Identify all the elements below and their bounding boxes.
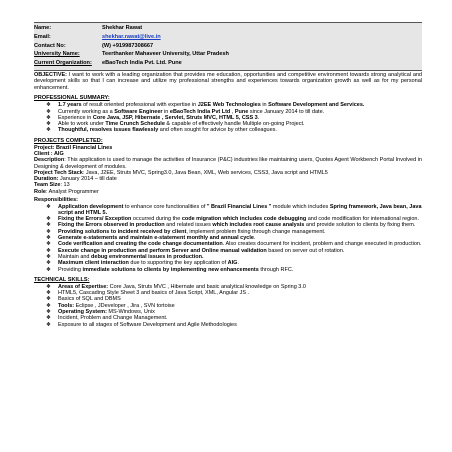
list-item-text: due to supporting the key application of	[128, 260, 228, 267]
teamsize-text: : 13	[60, 182, 70, 189]
list-item-text: Software Engineer	[114, 108, 163, 115]
techstack-text: : Java, J2EE, Struts MVC, Spring3.0, Java Bean, XML, Web services, CSS3, Java script and HTML5	[82, 169, 328, 176]
role-text: : Analyst Programmer	[45, 188, 99, 195]
summary-list	[46, 102, 422, 133]
list-item-text: Application development	[58, 203, 124, 210]
list-item-text: through RFC.	[258, 266, 294, 273]
list-item-text: immediate solutions to clients by implementing new enhancements	[82, 266, 259, 273]
bullet-diamond-icon: ❖	[46, 108, 51, 115]
list-item	[46, 127, 422, 133]
list-item-text: in	[162, 108, 170, 115]
list-item-text: Able to work under	[58, 121, 106, 128]
techstack-label: Project Tech Stack	[34, 169, 83, 176]
list-item-text: Areas of Expertise:	[58, 283, 109, 290]
bullet-diamond-icon: ❖	[46, 241, 51, 248]
list-item-text: Eclipse , JDeveloper , Jira , SVN tortoise	[74, 302, 175, 309]
project-label: Project:	[34, 144, 55, 151]
bullet-diamond-icon: ❖	[46, 253, 51, 260]
bullet-diamond-icon: ❖	[46, 309, 51, 316]
list-item-text: , implement problem fixing through change management.	[186, 228, 326, 235]
list-item-text: to enhance core functionalities of	[123, 203, 207, 210]
organization-label: Current Organization:	[34, 60, 92, 67]
email-link[interactable]: shekhar.rawat@live.in	[102, 33, 161, 40]
bullet-diamond-icon: ❖	[46, 247, 51, 254]
list-item-text: of result oriented professional with expertise in	[81, 102, 198, 109]
list-item-text: .	[253, 235, 256, 242]
bullet-diamond-icon: ❖	[46, 102, 51, 109]
list-item-text: Spring framework, Java bean, Java script and HTML 5.	[58, 203, 422, 216]
bullet-diamond-icon: ❖	[46, 260, 51, 267]
list-item-text: Thoughtful, resolves issues flawlessly	[58, 127, 159, 134]
objective-paragraph	[34, 72, 422, 91]
email-label: Email:	[34, 33, 51, 40]
objective-text: I want to work with a leading organization that provides me education, opportunities and competitive environment towards strong analytical and development skills so that I can increase and utilize my professional strengths and experiences towards organization growth as well as for my personal enhancement.	[34, 71, 422, 91]
duration-label: Duration:	[34, 176, 59, 183]
bullet-diamond-icon: ❖	[46, 127, 51, 134]
list-item	[46, 267, 422, 273]
list-item-text: Maximum client interaction	[58, 260, 129, 267]
university-name: Teerthanker Mahaveer University, Uttar Pradesh	[102, 51, 229, 58]
list-item-text: Time Crunch Schedule	[105, 121, 165, 128]
organization-name: eBaoTech India Pvt. Ltd. Pune	[102, 60, 182, 67]
client-label: Client :	[34, 150, 53, 157]
list-item-text: MS-Windows, Unix	[106, 309, 155, 316]
list-item-text: Incident, Problem and Change Management.	[58, 315, 168, 322]
bullet-diamond-icon: ❖	[46, 203, 51, 210]
list-item-text: which includes root cause analysis	[212, 222, 305, 229]
bullet-diamond-icon: ❖	[46, 121, 51, 128]
list-item-text: AIG	[227, 260, 238, 267]
bullet-diamond-icon: ❖	[46, 302, 51, 309]
teamsize-label: Team Size	[34, 182, 61, 189]
bullet-diamond-icon: ❖	[46, 315, 51, 322]
list-item-text: based on server out of rotation.	[266, 247, 345, 254]
contact-row	[34, 42, 422, 51]
bullet-diamond-icon: ❖	[46, 290, 51, 297]
contact-number: (W) +919987308667	[102, 42, 154, 49]
bullet-diamond-icon: ❖	[46, 321, 51, 328]
role-line	[34, 189, 422, 195]
list-item-text: and provide solution to clients by fixing them.	[304, 222, 416, 229]
list-item-text: ,	[230, 108, 235, 115]
list-item-text: Fixing the Errors/ Exception	[58, 216, 132, 223]
description-text: : This application is used to manage the activities of Insurance (P&C) industries like maintaining users, Quotes Agent Workbench Portal Involved in Designing & development of modules.	[34, 157, 422, 170]
responsibilities-list	[46, 204, 422, 273]
list-item	[46, 204, 422, 217]
list-item-text: Providing solutions to incident received by client	[58, 228, 187, 235]
organization-row	[34, 59, 422, 68]
role-label: Role	[34, 188, 46, 195]
list-item-text: Currently working as a	[58, 108, 115, 115]
list-item-text: Software Development and Services.	[268, 102, 365, 109]
name-row	[34, 24, 422, 33]
list-item	[46, 322, 422, 328]
duration-text: January 2014 – till date	[58, 176, 117, 183]
skills-list	[46, 284, 422, 328]
bullet-diamond-icon: ❖	[46, 266, 51, 273]
list-item-text: Pune	[234, 108, 249, 115]
bullet-diamond-icon: ❖	[46, 235, 51, 242]
list-item-text: 1.7 years	[58, 102, 82, 109]
list-item-text: Core Java, JSP, Hibernate , Servlet, Struts MVC, HTML 5, CSS 3	[92, 114, 258, 121]
list-item-text: Operating System:	[58, 309, 107, 316]
list-item-text: since January 2014 to till date.	[248, 108, 325, 115]
projects-heading: PROJECTS COMPLETED:	[34, 137, 103, 144]
list-item-text: Generate e-statements and maintain e-statement monthly and annual cycle	[58, 235, 254, 242]
list-item-text: module which includes	[271, 203, 330, 210]
list-item-text: Core Java, Struts MVC , Hibernate and basic analytical knowledge on Spring 3.0	[108, 283, 306, 290]
list-item-text: Code verification and creating the code change documentation	[58, 241, 223, 248]
list-item-text: Basics of SQL and DBMS	[58, 296, 121, 303]
university-label: University Name:	[34, 51, 80, 58]
summary-heading: PROFESSIONAL SUMMARY:	[34, 95, 110, 102]
list-item-text: .	[237, 260, 239, 267]
list-item-text: Providing	[58, 266, 83, 273]
description-label: Description	[34, 157, 65, 164]
list-item-text: occurred during the	[131, 216, 182, 223]
list-item-text: debug environmental issues in production.	[91, 253, 204, 260]
bullet-diamond-icon: ❖	[46, 216, 51, 223]
list-item-text: code migration which includes code debugging	[181, 216, 307, 223]
list-item-text: and often sought for advice by other colleagues.	[158, 127, 277, 134]
list-item-text: .	[257, 114, 260, 121]
contact-header	[34, 22, 422, 71]
name-label: Name:	[34, 25, 52, 31]
bullet-diamond-icon: ❖	[46, 228, 51, 235]
objective-label: OBJECTIVE:	[34, 71, 68, 78]
description-line	[34, 157, 422, 170]
list-item-text: . Also creates document for incident, problem and change executed in production.	[222, 241, 422, 248]
list-item-text: HTML5, Cascading Style Sheet 3 and basics of Java Script, XML, Angular JS .	[58, 290, 250, 297]
responsibilities-heading: Responsibilities:	[34, 197, 79, 204]
project-details	[34, 145, 422, 195]
list-item-text: Experience in	[58, 114, 93, 121]
list-item-text: Maintain and	[58, 253, 92, 260]
bullet-diamond-icon: ❖	[46, 296, 51, 303]
list-item-text: and related issues	[164, 222, 213, 229]
project-name: Brazil Financial Lines	[54, 144, 113, 151]
list-item-text: Exposure to all stages of Software Development and Agile Methodologies	[58, 321, 237, 328]
list-item-text: eBaoTech India Pvt Ltd	[169, 108, 231, 115]
list-item-text: " Brazil Financial Lines "	[206, 203, 272, 210]
email-row	[34, 33, 422, 42]
list-item-text: J2EE Web Technologies	[197, 102, 261, 109]
list-item-text: & capable of effectively handle Multiple on-going Project.	[164, 121, 305, 128]
client-name: AIG	[52, 150, 64, 157]
bullet-diamond-icon: ❖	[46, 114, 51, 121]
list-item-text: Fixing the Errors observed in production	[58, 222, 165, 229]
university-row	[34, 50, 422, 59]
list-item-text: Tools:	[58, 302, 75, 309]
list-item-text: and code modification for international region.	[306, 216, 420, 223]
skills-heading: TECHNICAL SKILLS:	[34, 276, 90, 283]
candidate-name: Shekhar Rawat	[102, 25, 143, 31]
list-item-text: Execute change in production and perform Server and Online manual validation	[58, 247, 267, 254]
contact-label: Contact No:	[34, 42, 66, 49]
bullet-diamond-icon: ❖	[46, 222, 51, 229]
list-item-text: in	[260, 102, 269, 109]
bullet-diamond-icon: ❖	[46, 283, 51, 290]
